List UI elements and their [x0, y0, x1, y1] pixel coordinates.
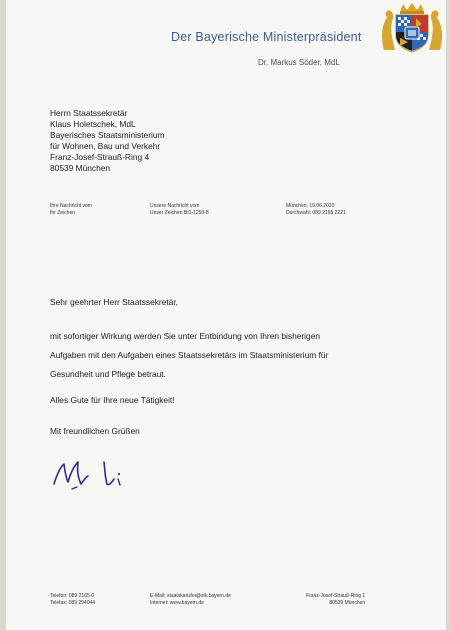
- reference-line: Ihre Nachricht vom: [50, 203, 92, 209]
- recipient-line: für Wohnen, Bau und Verkehr: [50, 141, 161, 151]
- footer-contact: [150, 593, 231, 607]
- recipient-line: Klaus Holetschek, MdL: [50, 119, 136, 129]
- body-paragraph-wishes: Alles Gute für Ihre neue Tätigkeit!: [50, 395, 175, 405]
- recipient-line: Herrn Staatssekretär: [50, 108, 128, 118]
- letterhead-subtitle: Dr. Markus Söder, MdL: [258, 58, 340, 67]
- closing: Mit freundlichen Grüßen: [50, 426, 140, 436]
- footer-line: Telefon: 089 2165-0: [50, 593, 95, 599]
- handwritten-signature: [48, 452, 128, 492]
- letter-page: [6, 0, 446, 630]
- recipient-line: Franz-Josef-Strauß-Ring 4: [50, 152, 150, 162]
- bavarian-coat-of-arms-icon: [378, 2, 446, 54]
- paragraph-line: Gesundheit und Pflege betraut.: [50, 369, 166, 379]
- footer-line: Internet: www.bayern.de: [150, 600, 204, 606]
- footer-phone: [50, 593, 95, 607]
- footer-line: Telefax: 089 294044: [50, 600, 96, 606]
- letterhead-title: Der Bayerische Ministerpräsident: [171, 30, 362, 44]
- reference-line: Unsere Nachricht vom: [150, 203, 200, 209]
- body-paragraph-appointment: [50, 327, 328, 384]
- reference-date-phone: [286, 203, 346, 217]
- reference-your-message: [50, 203, 92, 217]
- reference-line: Durchwahl: 089 2165 2221: [286, 210, 346, 216]
- paragraph-line: Aufgaben mit den Aufgaben eines Staatssekretärs im Staatsministerium für: [50, 350, 329, 360]
- reference-our-message: [150, 203, 209, 217]
- reference-line: München, 19.06.2020: [286, 203, 335, 209]
- recipient-line: 80539 München: [50, 163, 111, 173]
- recipient-line: Bayerisches Staatsministerium: [50, 130, 165, 140]
- footer-line: E-Mail: staatskanzlei@stk.bayern.de: [150, 593, 231, 599]
- reference-line: Unser Zeichen BI1-1259-8: [150, 210, 209, 216]
- salutation: Sehr geehrter Herr Staatssekretär,: [50, 297, 179, 307]
- footer-line: Franz-Josef-Strauß-Ring 1: [306, 593, 366, 599]
- reference-line: Ihr Zeichen: [50, 210, 76, 216]
- footer-line: 80539 München: [329, 600, 366, 606]
- footer-address: [306, 593, 365, 607]
- recipient-address: [50, 108, 165, 174]
- paragraph-line: mit sofortiger Wirkung werden Sie unter Entbindung von Ihren bisherigen: [50, 331, 321, 341]
